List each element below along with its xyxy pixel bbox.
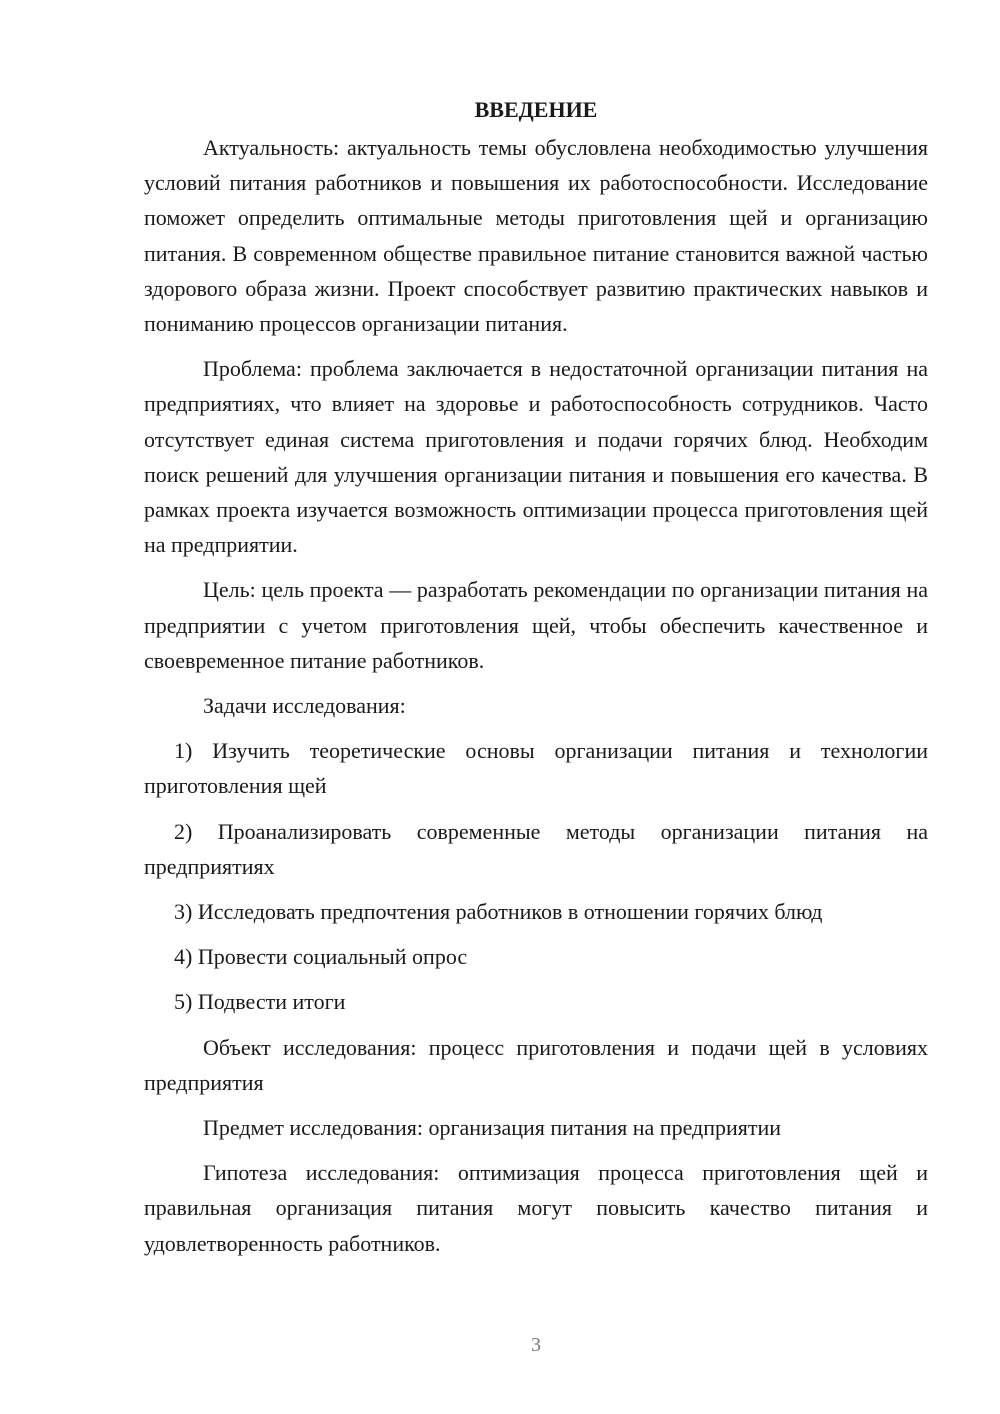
paragraph-object: Объект исследования: процесс приготовления и подачи щей в условиях предприятия: [144, 1034, 928, 1095]
page-title: ВВЕДЕНИЕ: [474, 97, 598, 122]
paragraph-subject: Предмет исследования: организация питания на предприятии: [203, 1115, 782, 1141]
tasks-title: Задачи исследования:: [203, 693, 406, 719]
paragraph-goal: Цель: цель проекта — разработать рекомендации по организации питания на предприятии с учетом приготовления щей, чтобы обеспечить качественное и своевременное питание работников.: [144, 577, 928, 673]
paragraph-relevance: Актуальность: актуальность темы обусловлена необходимостью улучшения условий питания работников и повышения их работоспособности. Исследование поможет определить оптимальные методы приготовления щей и организацию питания. В современном обществе правильное питание становится важной частью здорового образа жизни. Проект способствует развитию практических навыков и пониманию процессов организации питания.: [144, 135, 928, 337]
document-body: [144, 92, 928, 1271]
task-item-3: 3) Исследовать предпочтения работников в отношении горячих блюд: [174, 899, 823, 925]
paragraph-hypothesis: Гипотеза исследования: оптимизация процесса приготовления щей и правильная организация питания могут повысить качество питания и удовлетворенность работников.: [144, 1160, 928, 1256]
task-item-5: 5) Подвести итоги: [174, 989, 346, 1015]
paragraph-problem: Проблема: проблема заключается в недостаточной организации питания на предприятиях, что влияет на здоровье и работоспособность сотрудников. Часто отсутствует единая система приготовления и подачи горячих блюд. Необходим поиск решений для улучшения организации питания и повышения его качества. В рамках проекта изучается возможность оптимизации процесса приготовления щей на предприятии.: [144, 356, 928, 558]
task-item-4: 4) Провести социальный опрос: [174, 944, 468, 970]
task-item-1: 1) Изучить теоретические основы организации питания и технологии приготовления щей: [144, 738, 928, 799]
page-number: 3: [531, 1334, 541, 1356]
task-item-2: 2) Проанализировать современные методы организации питания на предприятиях: [144, 818, 928, 879]
